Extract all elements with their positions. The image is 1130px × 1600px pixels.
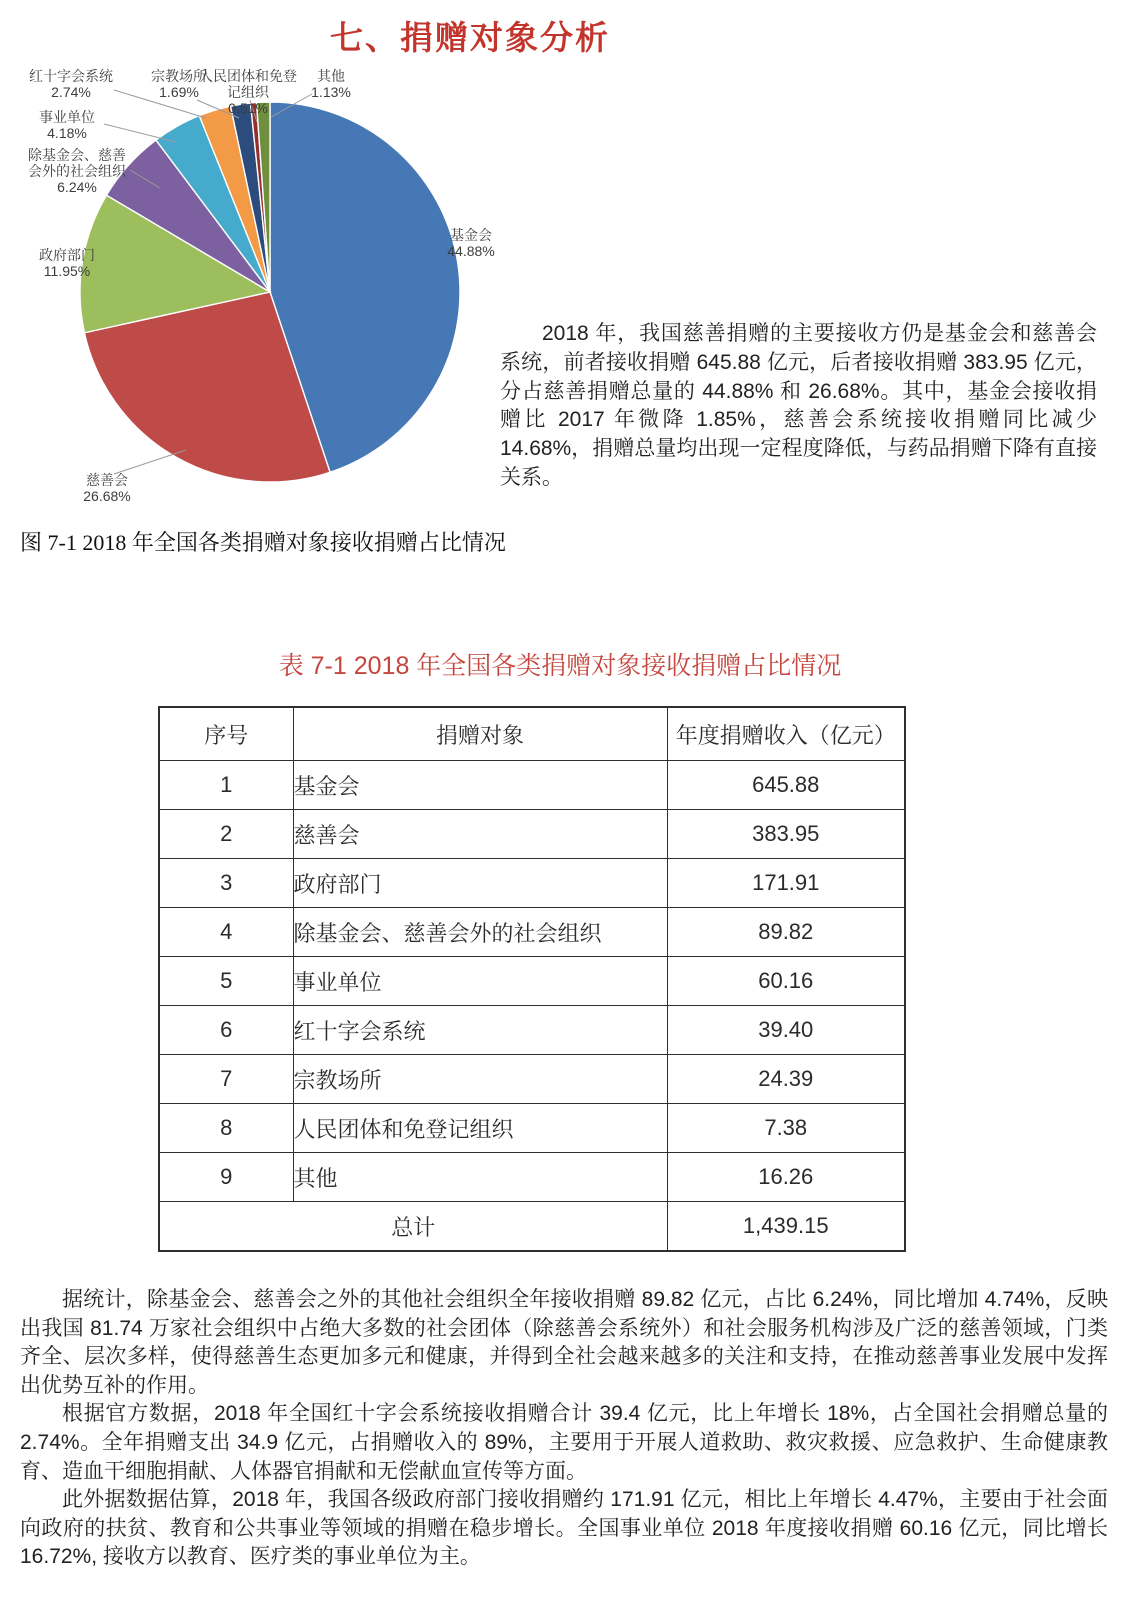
table-row [159, 859, 905, 908]
table-cell: 慈善会 [293, 810, 667, 859]
pie-label-people-org [198, 68, 298, 116]
table-cell: 7 [159, 1055, 293, 1104]
pie-label-pct: 2.74% [51, 84, 91, 100]
table-row [159, 1104, 905, 1153]
pie-label-charity [48, 472, 166, 504]
pie-label-other [300, 68, 362, 100]
pie-label-text: 红十字会系统 [29, 68, 113, 84]
table-row [159, 1153, 905, 1202]
pie-slices [80, 102, 460, 482]
pie-label-text: 事业单位 [39, 109, 95, 125]
table-cell: 39.40 [667, 1006, 905, 1055]
pie-label-text: 人民团体和免登记组织 [199, 68, 297, 100]
table-row [159, 1006, 905, 1055]
table-cell: 89.82 [667, 908, 905, 957]
donation-table-body [159, 761, 905, 1202]
table-row [159, 810, 905, 859]
analysis-paragraph-3: 此外据数据估算，2018 年，我国各级政府部门接收捐赠约 171.91 亿元，相比上年增长 4.47%，主要由于社会面向政府的扶贫、教育和公共事业等领域的捐赠在稳步增长。全国事业单位 2018 年度接收捐赠 60.16 亿元，同比增长 16.72%, 接收方以教育、医疗类的事业单位为主。 [20, 1488, 1108, 1569]
pie-label-text: 慈善会 [86, 472, 128, 488]
table-cell: 1 [159, 761, 293, 810]
analysis-paragraph-1: 据统计，除基金会、慈善会之外的其他社会组织全年接收捐赠 89.82 亿元，占比 6.24%，同比增加 4.74%，反映出我国 81.74 万家社会组织中占绝大多数的社会团体（除慈善会系统外）和社会服务机构涉及广泛的慈善领域，门类齐全、层次多样，使得慈善生态更加多元和健康，并得到全社会越来越多的关注和支持，在推动慈善事业发展中发挥出优势互补的作用。 [20, 1288, 1108, 1397]
pie-label-pct: 1.13% [311, 84, 351, 100]
table-row [159, 957, 905, 1006]
pie-label-text: 其他 [317, 68, 345, 84]
total-value: 1,439.15 [667, 1202, 905, 1252]
table-cell: 基金会 [293, 761, 667, 810]
pie-label-social-org [24, 147, 130, 195]
table-cell: 事业单位 [293, 957, 667, 1006]
pie-chart [0, 60, 545, 538]
pie-label-text: 宗教场所 [151, 68, 207, 84]
pie-label-government [8, 247, 126, 279]
pie-label-pct: 11.95% [43, 263, 91, 279]
table-cell: 383.95 [667, 810, 905, 859]
leader-line-charity [114, 450, 186, 474]
table-cell: 9 [159, 1153, 293, 1202]
figure-caption: 图 7-1 2018 年全国各类捐赠对象接收捐赠占比情况 [20, 530, 506, 555]
table-cell: 红十字会系统 [293, 1006, 667, 1055]
pie-label-pct: 0.51% [228, 100, 268, 116]
page-title: 七、捐赠对象分析 [330, 19, 610, 56]
pie-label-institution [6, 109, 128, 141]
pie-label-pct: 6.24% [57, 179, 97, 195]
table-cell: 16.26 [667, 1153, 905, 1202]
table-row [159, 908, 905, 957]
table-cell: 5 [159, 957, 293, 1006]
table-cell: 人民团体和免登记组织 [293, 1104, 667, 1153]
intro-paragraph: 2018 年，我国慈善捐赠的主要接收方仍是基金会和慈善会系统，前者接收捐赠 645.88 亿元，后者接收捐赠 383.95 亿元，分占慈善捐赠总量的 44.88% 和 26.68%。其中，基金会接收捐赠比 2017 年微降 1.85%，慈善会系统接收捐赠同比减少 14.68%，捐赠总量均出现一定程度降低，与药品捐赠下降有直接关系。 [500, 322, 1097, 489]
table-cell: 其他 [293, 1153, 667, 1202]
table-cell: 6 [159, 1006, 293, 1055]
pie-label-text: 政府部门 [39, 247, 95, 263]
pie-label-text: 基金会 [450, 227, 492, 243]
pie-label-red-cross [6, 68, 136, 100]
header-target: 捐赠对象 [293, 707, 667, 761]
table-title: 表 7-1 2018 年全国各类捐赠对象接收捐赠占比情况 [278, 652, 842, 680]
table-cell: 宗教场所 [293, 1055, 667, 1104]
table-row [159, 1055, 905, 1104]
pie-label-pct: 44.88% [447, 243, 495, 259]
table-cell: 60.16 [667, 957, 905, 1006]
pie-label-pct: 1.69% [159, 84, 199, 100]
table-cell: 8 [159, 1104, 293, 1153]
table-cell: 4 [159, 908, 293, 957]
table-header-row [159, 707, 905, 761]
table-cell: 7.38 [667, 1104, 905, 1153]
table-total-row [159, 1202, 905, 1252]
table-cell: 3 [159, 859, 293, 908]
header-value: 年度捐赠收入（亿元） [667, 707, 905, 761]
table-cell: 2 [159, 810, 293, 859]
table-row [159, 761, 905, 810]
table-cell: 24.39 [667, 1055, 905, 1104]
header-no: 序号 [159, 707, 293, 761]
table-cell: 除基金会、慈善会外的社会组织 [293, 908, 667, 957]
analysis-paragraphs [20, 1286, 1108, 1572]
pie-label-text: 除基金会、慈善会外的社会组织 [28, 147, 126, 179]
pie-label-foundation [412, 227, 530, 259]
table-cell: 645.88 [667, 761, 905, 810]
table-cell: 政府部门 [293, 859, 667, 908]
donation-table [158, 706, 906, 1252]
pie-label-pct: 4.18% [47, 125, 87, 141]
analysis-paragraph-2: 根据官方数据，2018 年全国红十字会系统接收捐赠合计 39.4 亿元，比上年增长 18%，占全国社会捐赠总量的 2.74%。全年捐赠支出 34.9 亿元，占捐赠收入的 89%，主要用于开展人道救助、救灾救援、应急救护、生命健康教育、造血干细胞捐献、人体器官捐献和无偿献血宣传等方面。 [20, 1402, 1108, 1483]
pie-label-pct: 26.68% [83, 488, 131, 504]
total-label: 总计 [159, 1202, 667, 1252]
table-cell: 171.91 [667, 859, 905, 908]
